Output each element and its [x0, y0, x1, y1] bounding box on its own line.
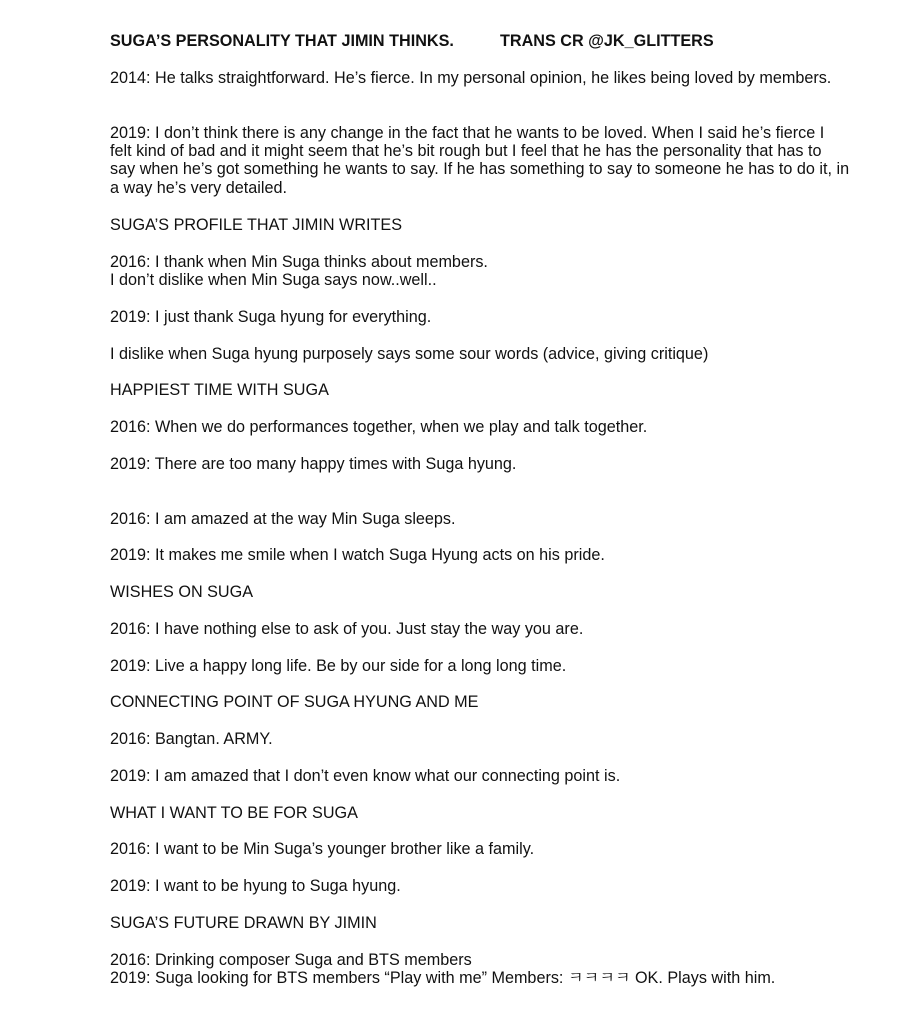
section-heading-happiest: HAPPIEST TIME WITH SUGA	[110, 381, 329, 399]
paragraph-2016-profile-thank: 2016: I thank when Min Suga thinks about members.	[110, 253, 488, 271]
paragraph-2016-profile-dislike: I don’t dislike when Min Suga says now..well..	[110, 271, 437, 289]
section-heading-future: SUGA’S FUTURE DRAWN BY JIMIN	[110, 914, 377, 932]
paragraph-2019-want-to-be: 2019: I want to be hyung to Suga hyung.	[110, 877, 401, 895]
header-row	[110, 32, 850, 50]
paragraph-2019-happiest: 2019: There are too many happy times with Suga hyung.	[110, 455, 517, 473]
paragraph-2019-connecting: 2019: I am amazed that I don’t even know what our connecting point is.	[110, 767, 621, 785]
paragraph-2019-smile: 2019: It makes me smile when I watch Suga Hyung acts on his pride.	[110, 546, 605, 564]
paragraph-2019-profile-dislike: I dislike when Suga hyung purposely says some sour words (advice, giving critique)	[110, 345, 709, 363]
paragraph-2016-wishes: 2016: I have nothing else to ask of you. Just stay the way you are.	[110, 620, 584, 638]
translation-credit: TRANS CR @JK_GLITTERS	[500, 32, 714, 50]
section-heading-want-to-be: WHAT I WANT TO BE FOR SUGA	[110, 804, 358, 822]
paragraph-2019-profile-thank: 2019: I just thank Suga hyung for everything.	[110, 308, 432, 326]
section-heading-connecting: CONNECTING POINT OF SUGA HYUNG AND ME	[110, 693, 479, 711]
section-heading-wishes: WISHES ON SUGA	[110, 583, 254, 601]
paragraph-2014-personality: 2014: He talks straightforward. He’s fierce. In my personal opinion, he likes being loved by members.	[110, 69, 832, 87]
paragraph-2016-future: 2016: Drinking composer Suga and BTS members	[110, 951, 472, 969]
paragraph-2016-happiest: 2016: When we do performances together, when we play and talk together.	[110, 418, 648, 436]
paragraph-2016-connecting: 2016: Bangtan. ARMY.	[110, 730, 273, 748]
section-heading-profile: SUGA’S PROFILE THAT JIMIN WRITES	[110, 216, 403, 234]
paragraph-2016-want-to-be: 2016: I want to be Min Suga’s younger brother like a family.	[110, 840, 535, 858]
paragraph-2019-future: 2019: Suga looking for BTS members “Play with me” Members: ㅋㅋㅋㅋ OK. Plays with him.	[110, 969, 776, 987]
paragraph-2019-wishes: 2019: Live a happy long life. Be by our side for a long long time.	[110, 657, 567, 675]
page-title: SUGA’S PERSONALITY THAT JIMIN THINKS.	[110, 32, 454, 50]
paragraph-2019-personality: 2019: I don’t think there is any change in the fact that he wants to be loved. When I said he’s fierce I felt kind of bad and it might seem that he’s bit rough but I feel that he has the personality that has to say when he’s got something he wants to say. If he has something to say to someone he has to do it, in a way he’s very detailed.	[110, 124, 850, 197]
paragraph-2016-amazed: 2016: I am amazed at the way Min Suga sleeps.	[110, 510, 456, 528]
